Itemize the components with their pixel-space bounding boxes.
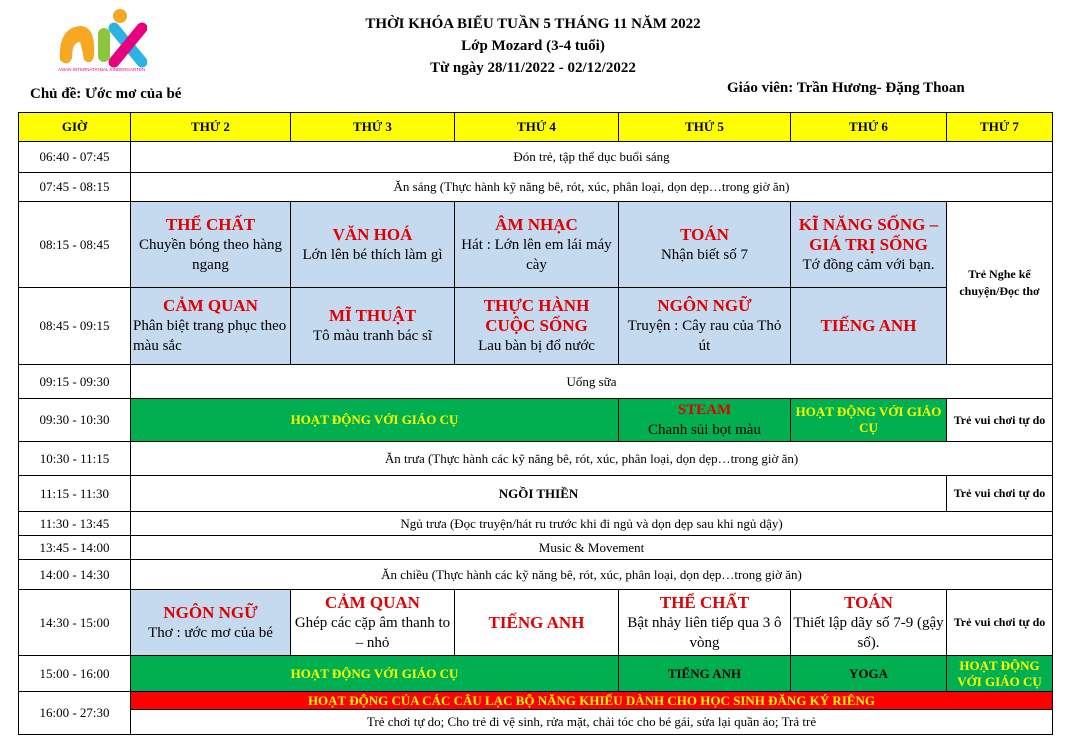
lesson-subject: VĂN HOÁ <box>332 224 413 244</box>
lesson-cell <box>291 590 455 656</box>
lesson-subject: TOÁN <box>844 592 893 612</box>
time-cell: 13:45 - 14:00 <box>19 536 131 560</box>
table-row <box>19 173 1053 202</box>
lesson-cell <box>619 288 791 365</box>
activity-cell: Ăn chiều (Thực hành các kỹ năng bê, rót, xúc, phân loại, dọn dẹp…trong giờ ăn) <box>131 560 1053 590</box>
lesson-desc: Thơ : ước mơ của bé <box>148 624 273 641</box>
lesson-desc: Ghép các cặp âm thanh to – nhỏ <box>294 614 451 651</box>
table-row <box>19 476 1053 512</box>
table-row <box>19 710 1053 735</box>
lesson-desc: Tớ đồng cảm với bạn. <box>802 256 935 273</box>
lesson-subject: CẢM QUAN <box>163 296 258 315</box>
time-cell: 06:40 - 07:45 <box>19 142 131 173</box>
table-row <box>19 142 1053 173</box>
col-header-thu: THỨ 5 <box>619 113 791 142</box>
table-row <box>19 202 1053 288</box>
time-cell: 14:30 - 15:00 <box>19 590 131 656</box>
lesson-cell <box>455 288 619 365</box>
time-cell: 08:15 - 08:45 <box>19 202 131 288</box>
montessori-activity-cell: HOẠT ĐỘNG VỚI GIÁO CỤ <box>131 399 619 442</box>
lesson-desc: Thiết lập dãy số 7-9 (gậy số). <box>793 614 944 651</box>
activity-cell: Music & Movement <box>131 536 1053 560</box>
lesson-desc: Phân biệt trang phục theo màu sắc <box>133 318 287 354</box>
lesson-subject: TOÁN <box>680 224 729 244</box>
lesson-cell <box>455 590 619 656</box>
teacher-label: Giáo viên: Trần Hương- Đặng Thoan <box>727 80 965 96</box>
lesson-cell <box>791 288 947 365</box>
table-row <box>19 442 1053 476</box>
english-cell: TIẾNG ANH <box>619 656 791 692</box>
lesson-cell <box>791 590 947 656</box>
club-activity-bar: HOẠT ĐỘNG CỦA CÁC CÂU LẠC BỘ NĂNG KHIẾU DÀNH CHO HỌC SINH ĐĂNG KÝ RIÊNG <box>131 692 1053 710</box>
lesson-subject: THỂ CHẤT <box>659 592 750 612</box>
lesson-desc: Truyện : Cây rau của Thỏ út <box>627 318 782 354</box>
table-row <box>19 399 1053 442</box>
lesson-cell <box>131 202 291 288</box>
lesson-subject: NGÔN NGỮ <box>163 602 258 622</box>
col-header-mon: THỨ 2 <box>131 113 291 142</box>
lesson-desc: Lớn lên bé thích làm gì <box>302 246 443 263</box>
lesson-cell <box>619 202 791 288</box>
table-row <box>19 560 1053 590</box>
time-cell: 15:00 - 16:00 <box>19 656 131 692</box>
steam-desc: Chanh sủi bọt màu <box>648 421 761 438</box>
table-row <box>19 656 1053 692</box>
timetable <box>18 112 1053 735</box>
activity-cell: Đón trẻ, tập thể dục buổi sáng <box>131 142 1053 173</box>
col-header-time: GIỜ <box>19 113 131 142</box>
lesson-subject: CẢM QUAN <box>325 592 420 612</box>
header-row <box>19 113 1053 142</box>
time-cell: 09:15 - 09:30 <box>19 365 131 399</box>
lesson-desc: Chuyền bóng theo hàng ngang <box>139 236 282 273</box>
free-play-cell: Trẻ vui chơi tự do <box>947 590 1053 656</box>
montessori-activity-cell: HOẠT ĐỘNG VỚI GIÁO CỤ <box>791 399 947 442</box>
time-cell: 09:30 - 10:30 <box>19 399 131 442</box>
lesson-desc: Bật nhảy liên tiếp qua 3 ô vòng <box>627 614 782 651</box>
lesson-desc: Nhận biết số 7 <box>660 246 749 263</box>
col-header-sat: THỨ 7 <box>947 113 1053 142</box>
class-name: Lớp Mozard (3-4 tuổi) <box>461 38 605 54</box>
activity-cell: Ngủ trưa (Đọc truyện/hát ru trước khi đi ngủ và dọn dẹp sau khi ngủ dậy) <box>131 512 1053 536</box>
free-play-cell: Trẻ vui chơi tự do <box>947 399 1053 442</box>
activity-cell: Ăn sáng (Thực hành kỹ năng bê, rót, xúc, phân loại, dọn dẹp…trong giờ ăn) <box>131 173 1053 202</box>
lesson-subject: ÂM NHẠC <box>495 214 578 234</box>
steam-cell <box>619 399 791 442</box>
activity-cell: Ăn trưa (Thực hành các kỹ năng bê, rót, xúc, phân loại, dọn dẹp…trong giờ ăn) <box>131 442 1053 476</box>
saturday-morning-cell: Trẻ Nghe kể chuyện/Đọc thơ <box>947 202 1053 365</box>
lesson-desc: Hát : Lớn lên em lái máy cày <box>461 236 612 273</box>
activity-cell: Uống sữa <box>131 365 1053 399</box>
steam-subject: STEAM <box>677 401 732 418</box>
lesson-cell <box>131 288 291 365</box>
col-header-wed: THỨ 4 <box>455 113 619 142</box>
lesson-subject: NGÔN NGỮ <box>657 296 752 315</box>
lesson-subject: KĨ NĂNG SỐNG – GIÁ TRỊ SỐNG <box>798 214 939 254</box>
table-row <box>19 536 1053 560</box>
time-cell: 11:15 - 11:30 <box>19 476 131 512</box>
logo-text: ASIAN INTERNATIONAL KINDERGARTEN <box>58 67 146 72</box>
lesson-subject: TIẾNG ANH <box>820 316 917 335</box>
lesson-subject: THỰC HÀNH CUỘC SỐNG <box>483 296 590 335</box>
table-row <box>19 692 1053 710</box>
table-row <box>19 288 1053 365</box>
time-cell: 08:45 - 09:15 <box>19 288 131 365</box>
lesson-cell <box>131 590 291 656</box>
meditation-cell: NGỒI THIỀN <box>131 476 947 512</box>
date-range: Từ ngày 28/11/2022 - 02/12/2022 <box>430 60 636 76</box>
lesson-subject: TIẾNG ANH <box>488 612 585 632</box>
activity-cell: Trẻ chơi tự do; Cho trẻ đi vệ sinh, rửa mặt, chải tóc cho bé gái, sửa lại quần áo; Trả trẻ <box>131 710 1053 735</box>
table-row <box>19 590 1053 656</box>
montessori-activity-cell: HOẠT ĐỘNG VỚI GIÁO CỤ <box>131 656 619 692</box>
table-row <box>19 365 1053 399</box>
time-cell: 07:45 - 08:15 <box>19 173 131 202</box>
col-header-tue: THỨ 3 <box>291 113 455 142</box>
table-row <box>19 512 1053 536</box>
montessori-activity-cell: HOẠT ĐỘNG VỚI GIÁO CỤ <box>947 656 1053 692</box>
lesson-cell <box>791 202 947 288</box>
lesson-desc: Tô màu tranh bác sĩ <box>312 328 433 344</box>
time-cell: 10:30 - 11:15 <box>19 442 131 476</box>
lesson-cell <box>619 590 791 656</box>
time-cell: 14:00 - 14:30 <box>19 560 131 590</box>
lesson-cell <box>291 288 455 365</box>
lesson-cell <box>455 202 619 288</box>
time-cell: 16:00 - 27:30 <box>19 692 131 735</box>
lesson-subject: MĨ THUẬT <box>328 306 417 325</box>
schedule-title: THỜI KHÓA BIỂU TUẦN 5 THÁNG 11 NĂM 2022 <box>365 16 701 32</box>
col-header-fri: THỨ 6 <box>791 113 947 142</box>
free-play-cell: Trẻ vui chơi tự do <box>947 476 1053 512</box>
lesson-desc: Lau bàn bị đổ nước <box>478 338 595 354</box>
lesson-cell <box>291 202 455 288</box>
time-cell: 11:30 - 13:45 <box>19 512 131 536</box>
yoga-cell: YOGA <box>791 656 947 692</box>
topic-label: Chủ đề: Ước mơ của bé <box>30 86 182 102</box>
lesson-subject: THỂ CHẤT <box>165 214 256 234</box>
